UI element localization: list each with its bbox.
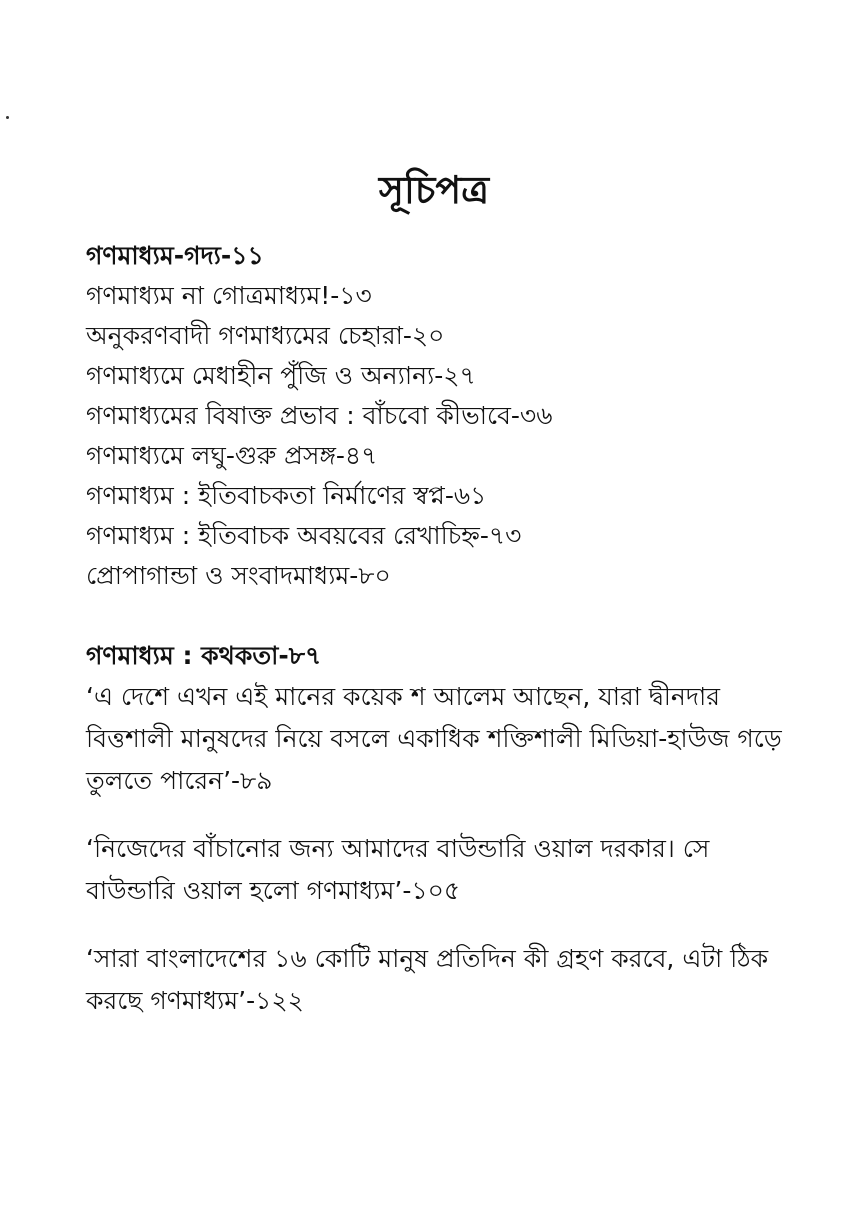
toc-entry: গণমাধ্যম : ইতিবাচক অবয়বের রেখাচিহ্ন-৭৩ (86, 521, 522, 550)
toc-entry: অনুকরণবাদী গণমাধ্যমের চেহারা-২০ (86, 321, 445, 350)
toc-section-conversations (86, 636, 786, 1048)
toc-quote-entry: ‘সারা বাংলাদেশের ১৬ কোটি মানুষ প্রতিদিন কী গ্রহণ করবে, এটা ঠিক করছে গণমাধ্যম’-১২২ (86, 944, 769, 1015)
toc-entry: গণমাধ্যম : ইতিবাচকতা নির্মাণের স্বপ্ন-৬১ (86, 481, 487, 510)
page-title: সূচিপত্র (378, 168, 490, 212)
toc-entry: গণমাধ্যম না গোত্রমাধ্যম!-১৩ (86, 281, 372, 310)
toc-quote-entry: ‘নিজেদের বাঁচানোর জন্য আমাদের বাউন্ডারি ওয়াল দরকার। সে বাউন্ডারি ওয়াল হলো গণমাধ্যম’-১০৫ (86, 834, 710, 905)
toc-quote-entry: ‘এ দেশে এখন এই মানের কয়েক শ আলেম আছেন, যারা দ্বীনদার বিত্তশালী মানুষদের নিয়ে বসলে একাধিক শক্তিশালী মিডিয়া-হাউজ গড়ে তুলতে পারেন’-৮৯ (86, 682, 782, 795)
toc-entry: গণমাধ্যমে লঘু-গুরু প্রসঙ্গ-৪৭ (86, 441, 378, 470)
scan-speck (6, 116, 9, 119)
section-heading: গণমাধ্যম : কথকতা-৮৭ (86, 641, 322, 670)
section-heading: গণমাধ্যম-গদ্য-১১ (86, 241, 264, 270)
toc-section-prose (86, 236, 786, 596)
toc-entry: প্রোপাগান্ডা ও সংবাদমাধ্যম-৮০ (86, 561, 391, 590)
toc-entry: গণমাধ্যমে মেধাহীন পুঁজি ও অন্যান্য-২৭ (86, 361, 476, 390)
toc-entry: গণমাধ্যমের বিষাক্ত প্রভাব : বাঁচবো কীভাবে-৩৬ (86, 401, 553, 430)
